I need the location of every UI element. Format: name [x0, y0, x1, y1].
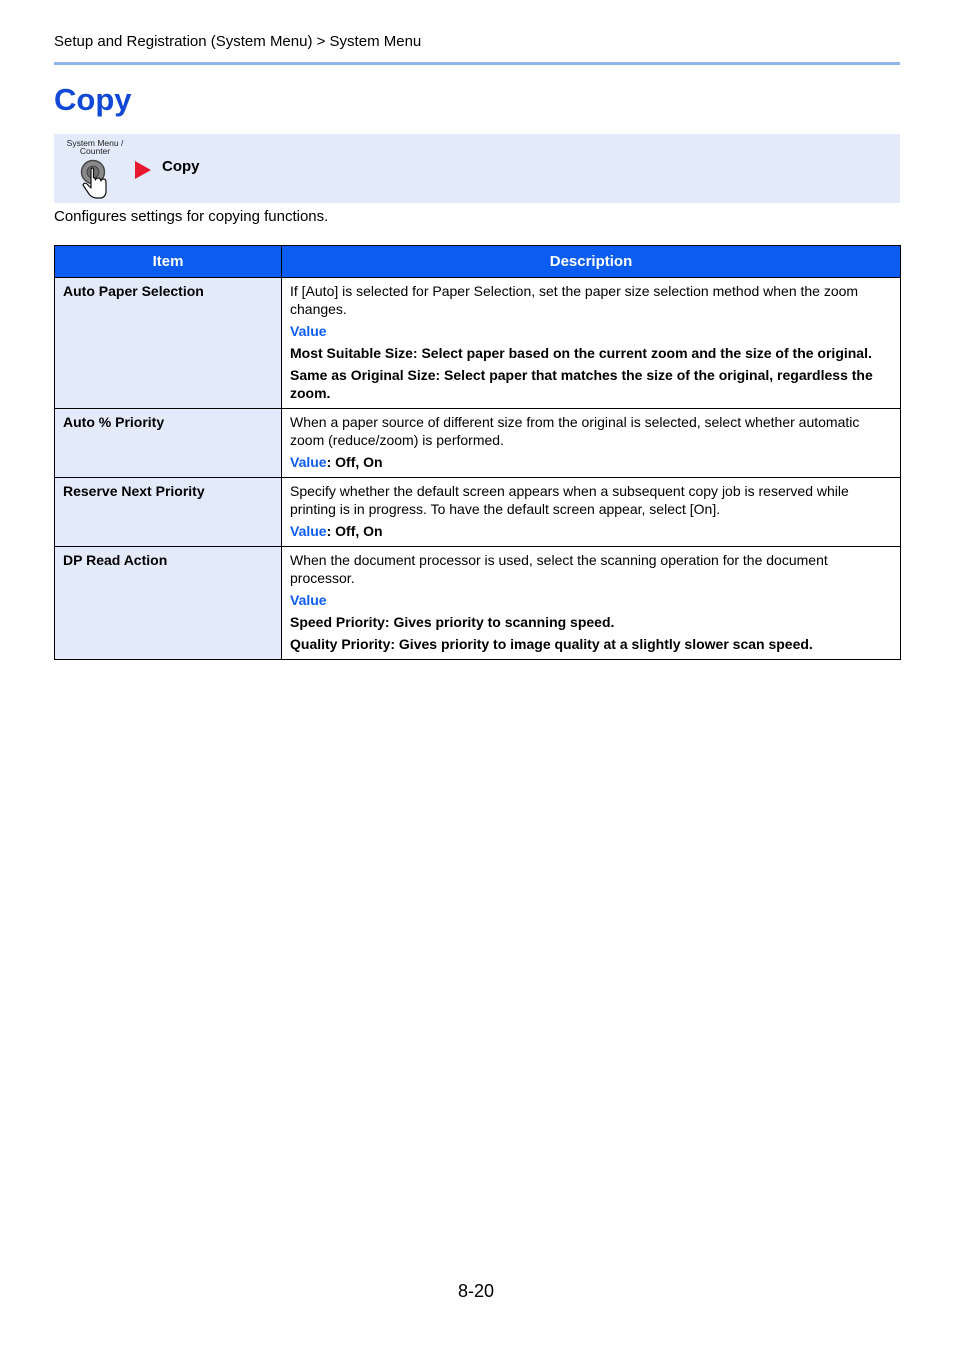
value-label: Value	[290, 523, 327, 539]
red-triangle-arrow-icon	[135, 161, 151, 184]
value-option: Quality Priority: Gives priority to image quality at a slightly slower scan speed.	[290, 636, 813, 652]
description-text: When the document processor is used, select the scanning operation for the document processor.	[290, 552, 828, 586]
system-menu-key-label: System Menu / Counter	[66, 138, 124, 156]
value-label: Value	[290, 323, 327, 339]
description-cell	[282, 409, 901, 478]
value-options: : Off, On	[326, 454, 383, 470]
value-label: Value	[290, 592, 327, 608]
value-option: Speed Priority: Gives priority to scanning speed.	[290, 614, 615, 630]
value-option: Same as Original Size: Select paper that matches the size of the original, regardless the zoom.	[290, 367, 873, 401]
intro-text: Configures settings for copying functions.	[54, 208, 329, 225]
table-row	[55, 409, 901, 478]
navigation-path-box	[54, 134, 900, 203]
description-cell	[282, 547, 901, 660]
item-name: Reserve Next Priority	[55, 478, 282, 547]
settings-table	[54, 245, 901, 660]
value-line	[290, 522, 892, 540]
item-name: Auto % Priority	[55, 409, 282, 478]
value-line	[290, 453, 892, 471]
page-number: 8-20	[458, 1281, 495, 1301]
table-row	[55, 547, 901, 660]
value-options: : Off, On	[326, 523, 383, 539]
breadcrumb: Setup and Registration (System Menu) > System Menu	[54, 33, 422, 50]
finger-press-key-icon	[76, 158, 108, 205]
description-text: When a paper source of different size from the original is selected, select whether automatic zoom (reduce/zoom) is performed.	[290, 414, 860, 448]
item-name: DP Read Action	[55, 547, 282, 660]
value-heading	[290, 322, 892, 340]
value-option: Most Suitable Size: Select paper based on the current zoom and the size of the original.	[290, 345, 872, 361]
header-divider	[54, 62, 900, 65]
value-heading	[290, 591, 892, 609]
table-row	[55, 278, 901, 409]
description-cell	[282, 478, 901, 547]
table-row	[55, 478, 901, 547]
nav-item-copy: Copy	[162, 158, 200, 175]
column-header-description: Description	[282, 246, 901, 278]
page-title: Copy	[54, 82, 132, 117]
value-label: Value	[290, 454, 327, 470]
description-cell	[282, 278, 901, 409]
column-header-item: Item	[55, 246, 282, 278]
item-name: Auto Paper Selection	[55, 278, 282, 409]
table-header-row	[55, 246, 901, 278]
description-text: Specify whether the default screen appears when a subsequent copy job is reserved while printing is in progress. To have the default screen appear, select [On].	[290, 483, 849, 517]
description-text: If [Auto] is selected for Paper Selection, set the paper size selection method when the zoom changes.	[290, 283, 859, 317]
